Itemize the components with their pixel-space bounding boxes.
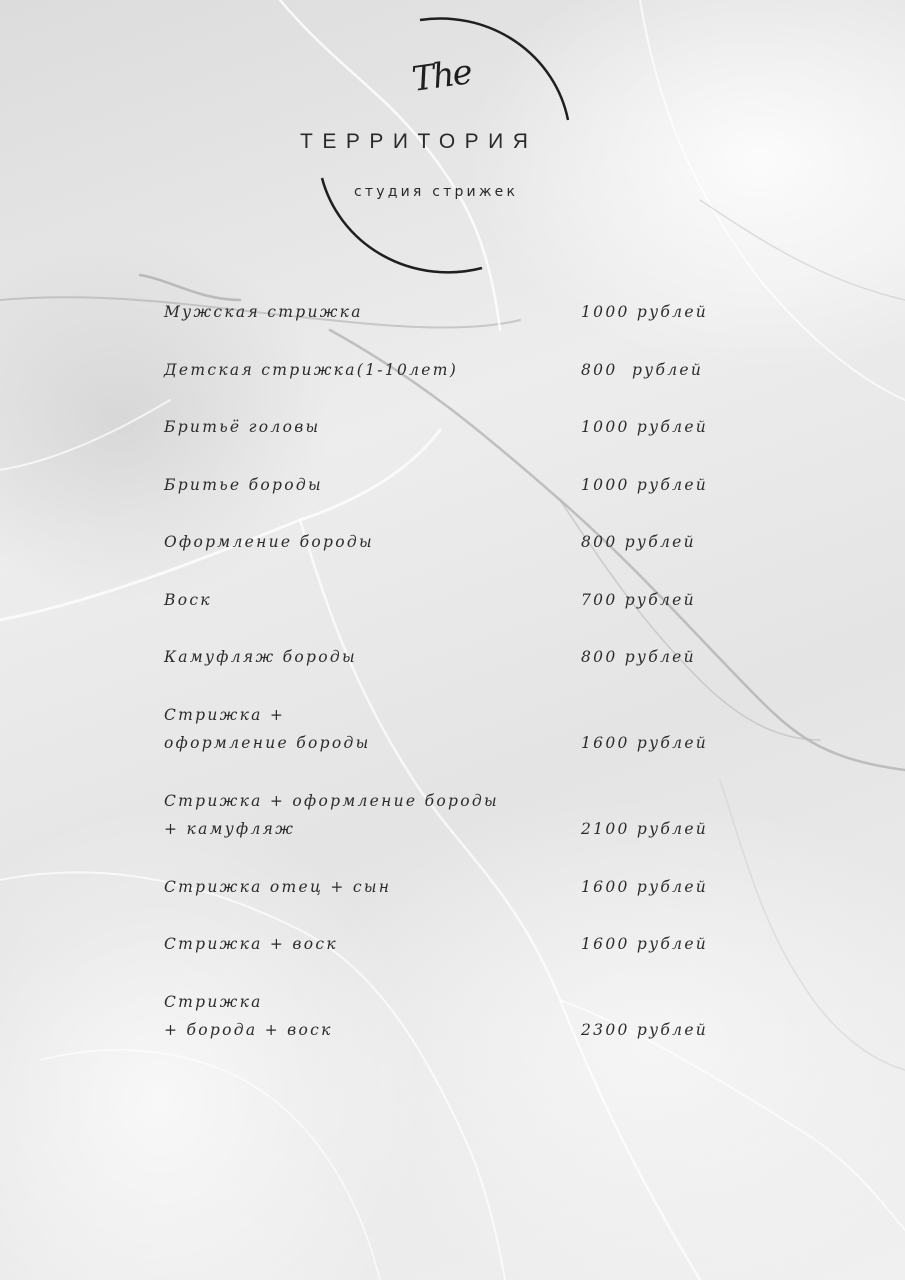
service-name: Мужская стрижка xyxy=(164,303,363,321)
price-row xyxy=(164,471,724,500)
service-price: 2300 рублей xyxy=(581,1021,709,1039)
service-name: Бритьё головы xyxy=(164,418,321,436)
service-name: Стрижка + оформление бороды + камуфляж xyxy=(164,791,499,838)
service-name: Камуфляж бороды xyxy=(164,648,357,666)
service-price: 1600 рублей xyxy=(581,734,709,752)
logo-subtitle: студия стрижек xyxy=(354,184,519,200)
service-price: 1600 рублей xyxy=(581,935,709,953)
service-name: Детская стрижка(1-10лет) xyxy=(164,360,459,379)
service-price: 1000 рублей xyxy=(581,418,709,436)
service-name: Стрижка + воск xyxy=(164,935,338,953)
price-row xyxy=(164,528,724,557)
price-row xyxy=(164,701,724,758)
price-row xyxy=(164,643,724,672)
price-row xyxy=(164,988,724,1045)
service-name: Стрижка + борода + воск xyxy=(164,992,333,1039)
service-name: Оформление бороды xyxy=(164,533,374,551)
price-row xyxy=(164,586,724,615)
price-row xyxy=(164,356,724,385)
price-row xyxy=(164,873,724,902)
logo xyxy=(0,0,905,290)
service-name: Воск xyxy=(164,590,212,609)
price-row xyxy=(164,930,724,959)
price-row xyxy=(164,413,724,442)
service-price: 2100 рублей xyxy=(581,820,709,838)
service-price: 1000 рублей xyxy=(581,303,709,321)
price-list xyxy=(164,298,724,1074)
logo-script: The xyxy=(409,52,474,100)
service-name: Стрижка + оформление бороды xyxy=(164,705,371,752)
price-row xyxy=(164,298,724,327)
service-price: 1000 рублей xyxy=(581,475,709,494)
service-price: 800 рублей xyxy=(581,533,696,551)
service-price: 800 рублей xyxy=(581,648,696,666)
service-price: 1600 рублей xyxy=(581,877,709,896)
service-price: 800 рублей xyxy=(581,360,704,379)
service-name: Стрижка отец + сын xyxy=(164,877,392,896)
logo-title: ТЕРРИТОРИЯ xyxy=(300,130,538,153)
price-row xyxy=(164,787,724,844)
service-name: Бритье бороды xyxy=(164,475,323,494)
service-price: 700 рублей xyxy=(581,590,696,609)
